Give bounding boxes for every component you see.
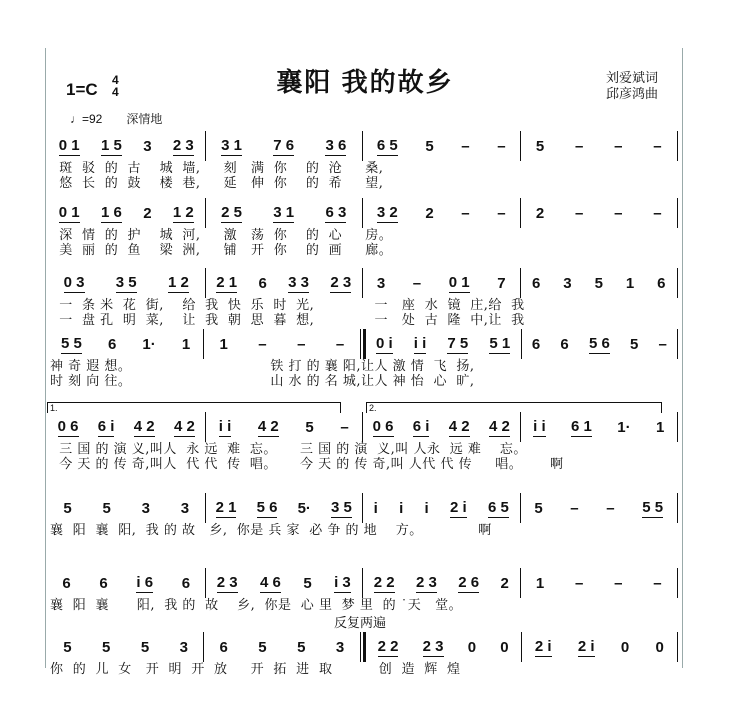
lyric-line: 斑 驳 的 古 城 墙, 刻 满 你 的 沧 桑, <box>50 161 384 176</box>
barline <box>677 632 678 662</box>
notation-system <box>48 333 678 355</box>
note: 2 6 <box>458 573 480 591</box>
note: 6 5 <box>376 136 398 154</box>
measure <box>521 416 678 438</box>
note: 5 <box>305 418 314 436</box>
note: 6 3 <box>325 203 347 221</box>
barline <box>677 412 678 442</box>
lyric-line: 一 盘 孔 明 菜, 让 我 朝 思 暮 想, 一 处 古 隆 中,让 我 <box>50 313 525 328</box>
note: 2 i <box>450 498 467 516</box>
note: 5 <box>425 137 434 155</box>
note: 4 2 <box>133 417 155 435</box>
note: 2 3 <box>172 136 194 154</box>
note: 7 <box>497 274 506 292</box>
note: – <box>461 204 470 222</box>
lyric-line: 一 条 米 花 街, 给 我 快 乐 时 光, 一 座 水 镜 庄,给 我 <box>50 298 525 313</box>
note: 6 <box>657 274 666 292</box>
note: 0 <box>500 638 509 656</box>
note: 7 5 <box>447 334 469 352</box>
note: 3 <box>180 499 190 517</box>
measure <box>363 272 520 294</box>
note: 6 <box>531 335 541 353</box>
note: 1 6 <box>100 203 122 221</box>
notation-system <box>48 636 678 658</box>
barline <box>677 568 678 598</box>
song-title: 襄阳 我的故乡 <box>276 67 454 97</box>
measure <box>366 333 521 355</box>
note: – <box>653 137 662 155</box>
note: i i <box>533 417 546 435</box>
measure <box>206 497 363 519</box>
note: 5 1 <box>489 334 511 352</box>
note: 3 2 <box>376 203 398 221</box>
repeat-instruction: 反复两遍 <box>334 616 387 631</box>
note: 1 2 <box>172 203 194 221</box>
note: 2 <box>500 574 509 592</box>
barline <box>677 268 678 298</box>
note: 4 6 <box>260 573 281 591</box>
measure <box>521 135 678 157</box>
key-signature: 1=C <box>66 80 98 99</box>
note: 6 i <box>97 417 115 435</box>
note: 5 <box>63 638 72 656</box>
lyricist: 刘爱斌词 <box>606 70 659 85</box>
note: 2 i <box>577 637 595 655</box>
note: 1 <box>625 274 635 292</box>
notation-system <box>48 135 678 157</box>
tempo-marking: ♩=92 深情地 <box>70 112 163 126</box>
lyric-line: 神 奇 遐 想。 铁 打 的 襄 阳,让人 激 情 飞 扬, <box>50 359 475 374</box>
note: – <box>575 574 584 592</box>
note: 3 1 <box>221 136 242 154</box>
note: 5 <box>102 638 111 656</box>
barline <box>677 493 678 523</box>
note: i <box>424 499 429 517</box>
note: 3 5 <box>115 273 137 291</box>
note: i 6 <box>136 573 154 591</box>
note: – <box>658 335 667 353</box>
notation-system <box>48 202 678 224</box>
note: – <box>653 204 662 222</box>
note: 6 <box>99 574 108 592</box>
note: 1 5 <box>100 136 122 154</box>
measure <box>204 636 359 658</box>
note: 6 1 <box>571 417 592 435</box>
note: 4 2 <box>448 417 470 435</box>
note: – <box>258 335 267 353</box>
lyric-line: 你 的 儿 女 开 明 开 放 开 拓 进 取 创 造 辉 煌 <box>50 662 461 677</box>
note: – <box>570 499 579 517</box>
note: 1· <box>617 418 631 436</box>
measure <box>363 135 520 157</box>
note: 2 3 <box>422 637 444 655</box>
note: 2 <box>143 204 152 222</box>
measure <box>206 272 363 294</box>
note: 5 <box>140 638 150 656</box>
volta-2: 2. <box>366 402 662 413</box>
note: 6 <box>181 574 191 592</box>
note: 0 i <box>376 334 393 352</box>
volta-1: 1. <box>47 402 341 413</box>
note: 2 i <box>534 637 552 655</box>
note: – <box>653 574 662 592</box>
page-border-left <box>45 48 46 668</box>
note: 0 <box>620 638 630 656</box>
lyric-line: 襄 阳 襄 阳, 我 的 故 乡, 你是 心 里 梦 里 的 ˙天 堂。 <box>50 598 463 613</box>
note: 2 5 <box>221 203 242 221</box>
note: 3 <box>335 638 345 656</box>
barline <box>677 198 678 228</box>
note: 0 6 <box>372 417 394 435</box>
note: 5 <box>535 137 545 155</box>
note: 0 1 <box>58 136 80 154</box>
note: i <box>399 499 404 517</box>
measure <box>48 636 203 658</box>
note: 1 <box>219 335 228 353</box>
note: 2 2 <box>373 573 395 591</box>
note: 2 1 <box>215 498 237 516</box>
note: 1 <box>535 574 545 592</box>
note: i 3 <box>334 573 351 591</box>
measure <box>48 202 205 224</box>
composer: 邱彦鸿曲 <box>606 86 659 101</box>
note: i <box>373 499 378 517</box>
measure <box>522 333 677 355</box>
measure <box>521 202 678 224</box>
note: 6 i <box>412 417 430 435</box>
measure <box>48 497 205 519</box>
note: 0 1 <box>448 273 470 291</box>
note: 1 <box>181 335 191 353</box>
notation-system <box>48 572 678 594</box>
note: 3 3 <box>288 273 310 291</box>
note: 6 <box>62 574 71 592</box>
note: 3 <box>179 638 189 656</box>
note: – <box>614 137 623 155</box>
note: – <box>614 204 623 222</box>
note: 6 5 <box>487 498 509 516</box>
note: 5 5 <box>642 498 664 516</box>
measure <box>206 135 363 157</box>
measure <box>363 497 520 519</box>
note: 4 2 <box>488 417 510 435</box>
measure <box>206 202 363 224</box>
measure <box>48 272 205 294</box>
note: – <box>575 204 584 222</box>
lyric-line: 时 刻 向 往。 山 水 的 名 城,让人 神 怡 心 旷, <box>50 374 475 389</box>
note: 0 6 <box>57 417 79 435</box>
note: – <box>575 137 584 155</box>
note: 1 <box>655 418 665 436</box>
note: 6 <box>219 638 228 656</box>
lyric-line: 襄 阳 襄 阳, 我 的 故 乡, 你是 兵 家 必 争 的 地 方。 啊 <box>50 523 492 538</box>
note: – <box>335 335 345 353</box>
note: 6 <box>560 335 569 353</box>
note: 5 <box>534 499 543 517</box>
note: 3 <box>376 274 386 292</box>
measure <box>521 272 678 294</box>
barline <box>677 131 678 161</box>
note: 5 <box>297 638 306 656</box>
note: 0 1 <box>58 203 80 221</box>
measure <box>521 572 678 594</box>
note: – <box>497 137 506 155</box>
measure <box>48 572 205 594</box>
measure <box>206 572 363 594</box>
note: 2 2 <box>377 637 399 655</box>
note: – <box>497 204 506 222</box>
note: 5· <box>297 499 311 517</box>
note: 3 5 <box>331 498 352 516</box>
note: 6 <box>107 335 117 353</box>
note: 2 3 <box>330 273 352 291</box>
note: 3 6 <box>325 136 347 154</box>
note: 5 5 <box>61 334 82 352</box>
note: – <box>297 335 306 353</box>
lyric-line: 三 国 的 演 义,叫人 永 远 难 忘。 三 国 的 演 义,叫 人永 远 难 忘。 <box>50 442 527 457</box>
note: – <box>606 499 615 517</box>
note: 6 <box>258 274 267 292</box>
measure <box>521 497 678 519</box>
note: 3 <box>141 499 150 517</box>
expression: 深情地 <box>126 112 163 126</box>
measure <box>363 572 520 594</box>
note: 5 <box>630 335 639 353</box>
note: 2 3 <box>415 573 437 591</box>
note: 4 2 <box>173 417 195 435</box>
measure <box>204 333 359 355</box>
note: 2 <box>535 204 545 222</box>
note: 3 1 <box>273 203 295 221</box>
measure <box>48 333 203 355</box>
measure <box>48 135 205 157</box>
measure <box>363 416 520 438</box>
measure <box>48 416 205 438</box>
lyric-line: 美 丽 的 鱼 梁 洲, 铺 开 你 的 画 廊。 <box>50 243 393 258</box>
measure <box>206 416 363 438</box>
note: 0 3 <box>63 273 85 291</box>
note: 7 6 <box>273 136 295 154</box>
notation-system <box>48 416 678 438</box>
note: 4 2 <box>257 417 279 435</box>
lyric-line: 悠 长 的 鼓 楼 巷, 延 伸 你 的 希 望, <box>50 176 384 191</box>
note: 1 2 <box>167 273 189 291</box>
note: – <box>340 418 349 436</box>
lyric-line: 深 情 的 护 城 河, 激 荡 你 的 心 房。 <box>50 228 393 243</box>
measure <box>366 636 521 658</box>
note: 0 <box>467 638 477 656</box>
measure <box>522 636 677 658</box>
note: 2 <box>425 204 434 222</box>
note: 5 <box>63 499 72 517</box>
lyric-line: 今 天 的 传 奇,叫人 代 代 传 唱。 今 天 的 传 奇,叫 人代 代 传 唱。 啊 <box>50 457 564 472</box>
note: 5 <box>102 499 111 517</box>
note: 3 <box>143 137 152 155</box>
note: 1· <box>142 335 156 353</box>
note: – <box>461 137 470 155</box>
page-border-right <box>682 48 683 668</box>
barline <box>677 329 678 359</box>
measure <box>363 202 520 224</box>
note: 5 <box>258 638 267 656</box>
note: 3 <box>563 274 572 292</box>
note: 5 6 <box>256 498 278 516</box>
notation-system <box>48 272 678 294</box>
note: – <box>412 274 422 292</box>
note: i i <box>413 334 427 352</box>
note: 0 <box>655 638 664 656</box>
note: 2 3 <box>216 573 238 591</box>
note: 5 <box>594 274 603 292</box>
credits <box>606 70 658 102</box>
note: i i <box>218 417 232 435</box>
note: 5 <box>303 574 312 592</box>
note: – <box>614 574 623 592</box>
time-signature: 4 4 <box>112 73 119 99</box>
note: 5 6 <box>588 334 610 352</box>
note: 2 1 <box>216 273 238 291</box>
notation-system <box>48 497 678 519</box>
note: 6 <box>531 274 541 292</box>
